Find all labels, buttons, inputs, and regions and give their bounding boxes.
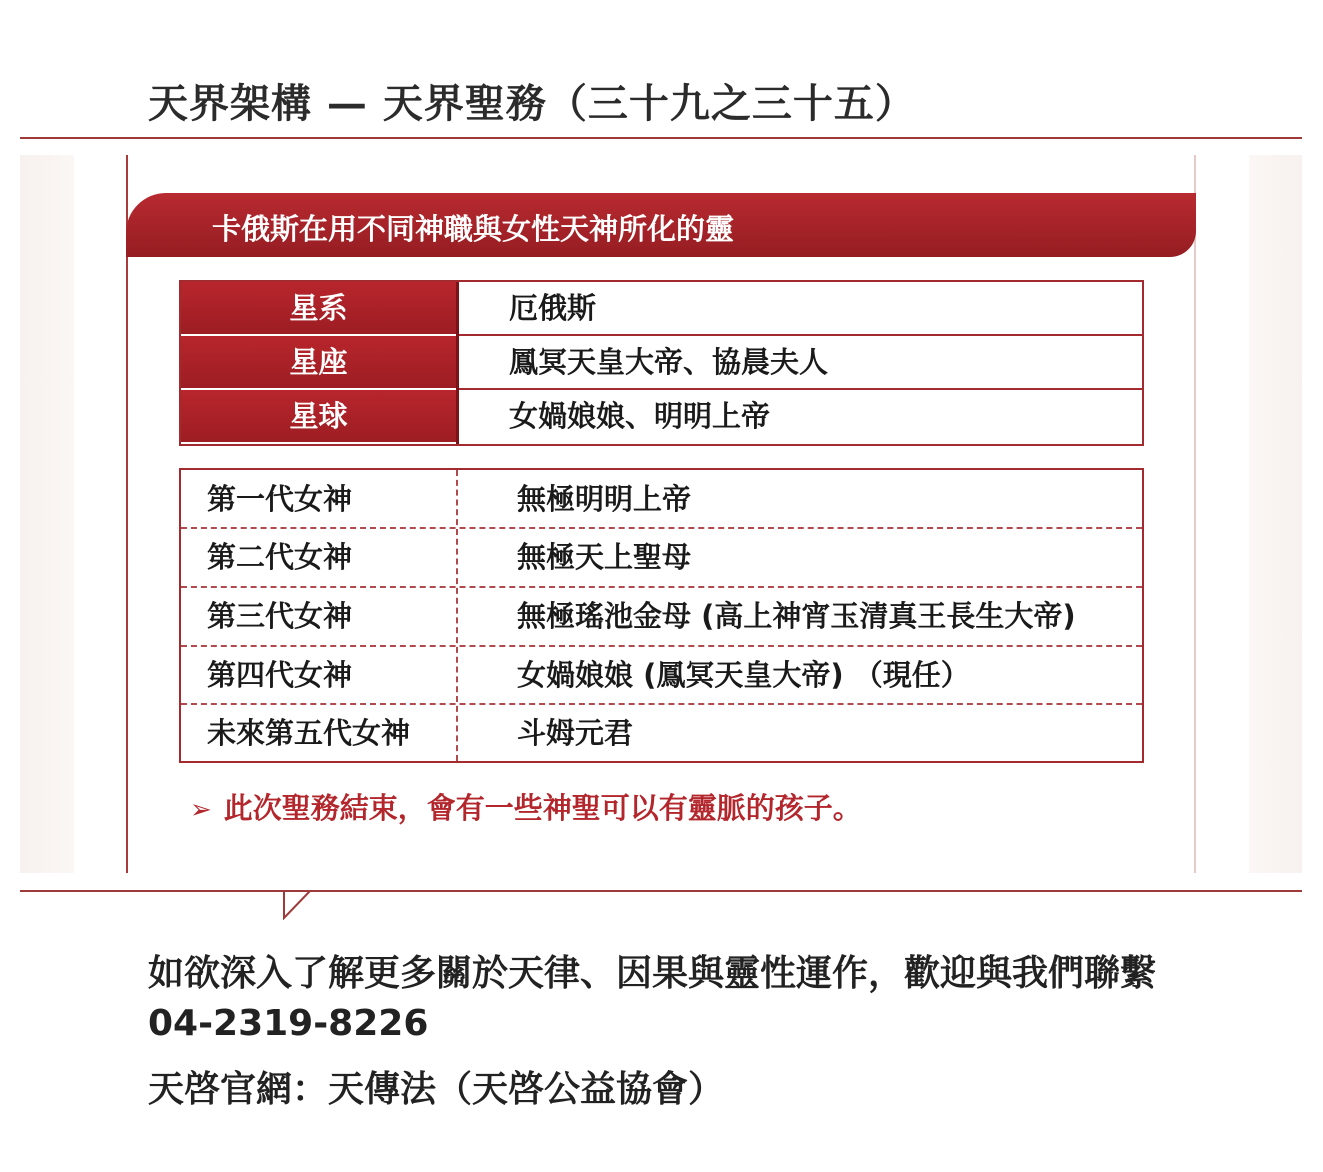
table-row (181, 528, 1142, 586)
info-value: 厄俄斯 (509, 291, 597, 325)
slide-banner (126, 193, 1196, 257)
slide-note (190, 786, 862, 827)
row-divider (181, 645, 1142, 647)
row-divider (181, 527, 1142, 529)
generation-label: 未來第五代女神 (207, 716, 411, 750)
deity-name: 無極天上聖母 (517, 540, 692, 574)
contact-invitation: 如欲深入了解更多關於天律、因果與靈性運作，歡迎與我們聯繫 (148, 953, 1157, 994)
deity-name: 斗姆元君 (517, 716, 634, 750)
info-value: 鳳冥天皇大帝、協晨夫人 (509, 345, 829, 379)
slide-shadow-right (1249, 155, 1302, 873)
info-column-divider (456, 282, 459, 444)
generation-label: 第四代女神 (207, 658, 353, 692)
generation-label: 第二代女神 (207, 540, 353, 574)
contact-phone[interactable]: 04-2319-8226 (148, 1003, 429, 1044)
official-website[interactable]: 天啓官網：天傳法（天啓公益協會） (148, 1069, 725, 1110)
info-row-constellation (181, 336, 1142, 388)
info-row-planet (181, 390, 1142, 442)
row-divider (181, 586, 1142, 588)
table-row (181, 704, 1142, 762)
table-row (181, 587, 1142, 645)
info-value: 女媧娘娘、明明上帝 (509, 399, 771, 433)
arrow-bullet-icon: ➢ (190, 795, 212, 825)
deity-name: 無極瑤池金母 (高上神宵玉清真王長生大帝) (517, 599, 1076, 633)
info-row-divider (459, 334, 1142, 336)
title-divider (20, 137, 1302, 139)
deity-name: 無極明明上帝 (517, 482, 692, 516)
table-row (181, 646, 1142, 704)
slide-shadow-left (20, 155, 74, 873)
info-key: 星球 (181, 390, 456, 442)
callout-pointer-icon (20, 890, 1302, 920)
info-key: 星座 (181, 336, 456, 388)
generation-label: 第三代女神 (207, 599, 353, 633)
page-title: 天界架構 — 天界聖務（三十九之三十五） (148, 80, 916, 127)
callout-divider (20, 890, 1302, 920)
banner-title: 卡俄斯在用不同神職與女性天神所化的靈 (212, 212, 735, 246)
info-row-galaxy (181, 282, 1142, 334)
star-info-table (179, 280, 1144, 446)
row-divider (181, 703, 1142, 705)
info-key: 星系 (181, 282, 456, 334)
deity-name: 女媧娘娘 (鳳冥天皇大帝) （現任） (517, 658, 970, 692)
column-divider (456, 470, 458, 761)
goddess-generation-table (179, 468, 1144, 763)
generation-label: 第一代女神 (207, 482, 353, 516)
note-text: 此次聖務結束，會有一些神聖可以有靈脈的孩子。 (223, 791, 862, 825)
info-row-divider (459, 388, 1142, 390)
table-row (181, 470, 1142, 528)
